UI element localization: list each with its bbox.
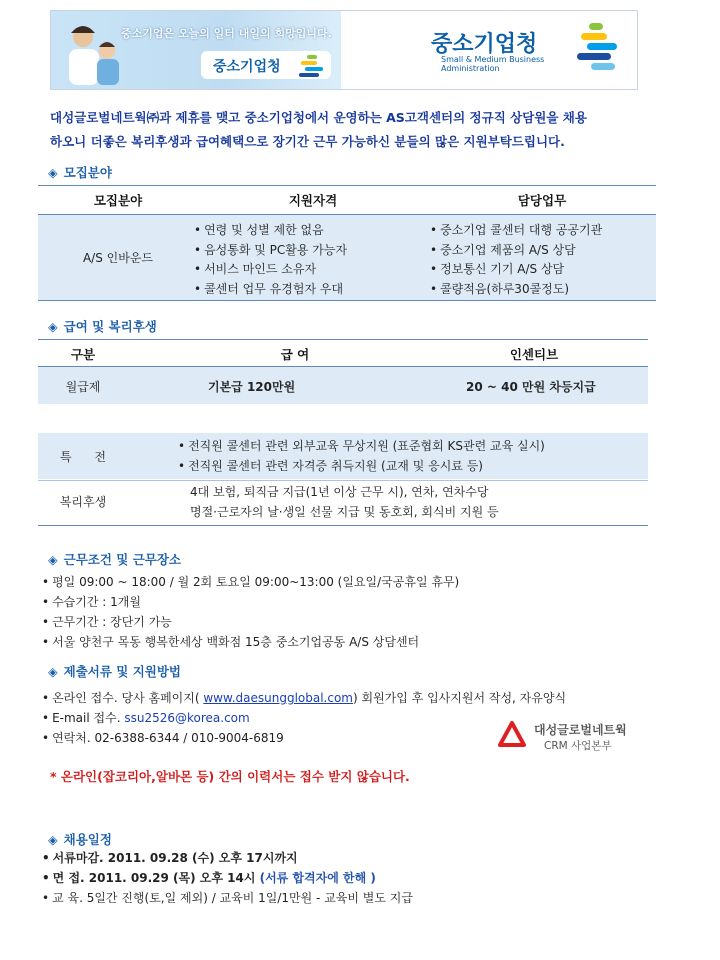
- agency-logo-stripes-icon: [575, 23, 621, 73]
- welfare-list: 4대 보험, 퇴직금 지급(1년 이상 근무 시), 연차, 연차수당 명절·근로자의 날·생일 선물 지급 및 동호회, 회식비 지원 등: [190, 485, 499, 519]
- duty-list: • 중소기업 콜센터 대행 공공기관 • 중소기업 제품의 A/S 상담 • 정보통신 기기 A/S 상담 • 콜량적음(하루30콜정도): [430, 221, 602, 299]
- diamond-icon: ◈: [48, 319, 58, 334]
- apply-methods-list: [42, 688, 566, 748]
- welfare-row: [38, 481, 648, 524]
- recruit-heading: ◈ 모집분야: [48, 165, 112, 180]
- work-conditions-list: • 평일 09:00 ~ 18:00 / 월 2회 토요일 09:00~13:00 (일요일/국공휴일 휴무) • 수습기간 : 1개월 • 근무기간 : 장단기 가능 • 서울 양천구 목동 행복한세상 백화점 15층 중소기업공동 A/S 상담센터: [42, 572, 459, 652]
- perks-list: • 전직원 콜센터 관련 외부교육 무상지원 (표준협회 KS관련 교육 실시) • 전직원 콜센터 관련 자격증 취득지원 (교재 및 응시료 등): [178, 436, 545, 476]
- homepage-link[interactable]: www.daesungglobal.com: [203, 691, 353, 705]
- schedule-list: [42, 848, 413, 908]
- contact-info: • 연락처. 02-6388-6344 / 010-9004-6819: [42, 728, 566, 748]
- doc-deadline: • 서류마감. 2011. 09.28 (수) 오후 17시까지: [42, 848, 413, 868]
- divider: [38, 185, 656, 186]
- family-photo-icon: [57, 19, 127, 85]
- salary-row: [38, 367, 648, 404]
- small-logo-badge: [201, 51, 331, 79]
- banner-photo-panel: [51, 11, 341, 89]
- divider: [38, 525, 648, 526]
- schedule-heading: ◈ 채용일정: [48, 832, 112, 847]
- diamond-icon: ◈: [48, 664, 58, 679]
- salary-heading: ◈ 급여 및 복리후생: [48, 319, 157, 334]
- email-apply: • E-mail 접수. ssu2526@korea.com: [42, 708, 566, 728]
- col-header-salary: 급 여: [280, 347, 310, 362]
- agency-logo-text: 중소기업청: [431, 32, 538, 57]
- base-salary: 기본급 120만원: [208, 380, 296, 394]
- small-logo-text: 중소기업청: [213, 59, 281, 75]
- col-header-field: 모집분야: [93, 193, 143, 208]
- intro-paragraph: 대성글로벌네트웍㈜과 제휴를 맺고 중소기업청에서 운영하는 AS고객센터의 정규직 상담원을 채용 하오니 더좋은 복리후생과 급여혜택으로 장기간 근무 가능하신 분들의 많은 지원부탁드립니다.: [50, 110, 587, 149]
- diamond-icon: ◈: [48, 552, 58, 567]
- diamond-icon: ◈: [48, 165, 58, 180]
- logo-stripes-icon: [297, 55, 327, 77]
- diamond-icon: ◈: [48, 832, 58, 847]
- col-header-category: 구분: [70, 347, 96, 362]
- company-logo: [496, 719, 646, 755]
- company-name: 대성글로벌네트웍: [534, 723, 627, 737]
- agency-logo-panel: [341, 11, 637, 89]
- training-info: • 교 육. 5일간 진행(토,일 제외) / 교육비 1일/1만원 - 교육비 별도 지급: [42, 888, 413, 908]
- recruit-row: [38, 215, 656, 300]
- col-header-qualification: 지원자격: [288, 193, 338, 208]
- qualification-list: • 연령 및 성별 제한 없음 • 음성통화 및 PC활용 가능자 • 서비스 마인드 소유자 • 콜센터 업무 유경험자 우대: [194, 221, 347, 299]
- incentive-value: 20 ~ 40 만원 차등지급: [466, 380, 596, 394]
- welfare-label: 복리후생: [59, 495, 107, 509]
- apply-heading: ◈ 제출서류 및 지원방법: [48, 664, 182, 679]
- email-link[interactable]: ssu2526@korea.com: [124, 711, 250, 725]
- online-apply: • 온라인 접수. 당사 홈페이지( www.daesungglobal.com) 회원가입 후 입사지원서 작성, 자유양식: [42, 688, 566, 708]
- col-header-incentive: 인센티브: [509, 347, 559, 362]
- header-banner: [50, 10, 638, 90]
- divider: [38, 339, 648, 340]
- perks-label: 특 전: [59, 450, 107, 464]
- divider: [38, 300, 656, 301]
- salary-type: 월급제: [65, 380, 101, 394]
- col-header-duty: 담당업무: [517, 193, 567, 208]
- notice-text: * 온라인(잡코리아,알바몬 등) 간의 이력서는 접수 받지 않습니다.: [50, 769, 410, 784]
- work-heading: ◈ 근무조건 및 근무장소: [48, 552, 182, 567]
- interview-date: • 면 접. 2011. 09.29 (목) 오후 14시 (서류 합격자에 한해 ): [42, 868, 413, 888]
- recycle-logo-icon: [496, 721, 528, 751]
- perks-row: [38, 433, 648, 479]
- agency-logo-english: Small & Medium Business Administration: [441, 55, 545, 73]
- company-division: CRM 사업본부: [544, 740, 612, 752]
- banner-tagline: 중소기업은 오늘의 일터 내일의 희망입니다.: [121, 27, 332, 40]
- recruit-field: A/S 인바운드: [82, 251, 154, 265]
